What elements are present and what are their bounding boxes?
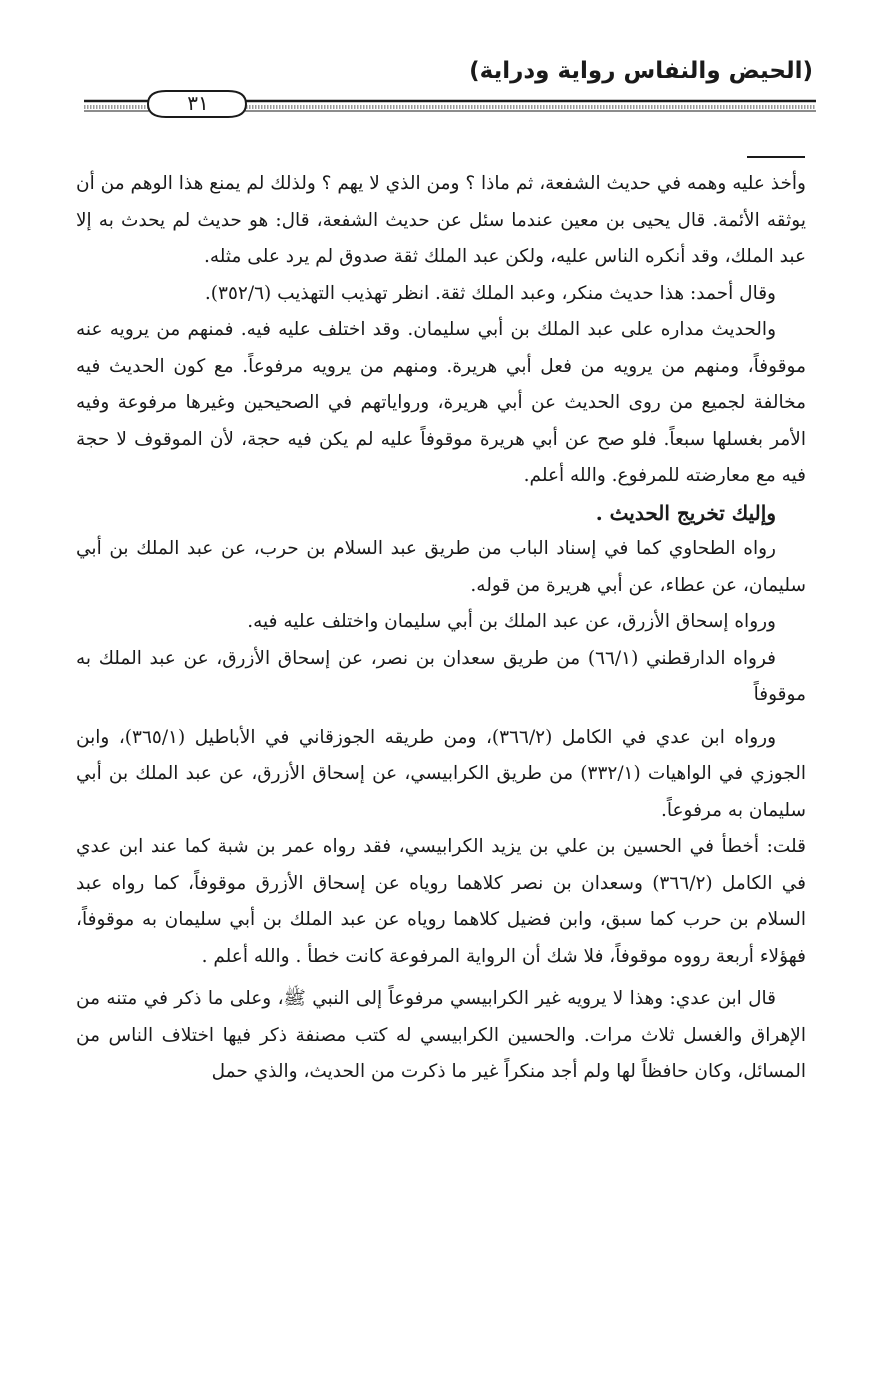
page-number: ٣١ — [187, 91, 209, 115]
paragraph-4: رواه الطحاوي كما في إسناد الباب من طريق عبد السلام بن حرب، عن عبد الملك بن أبي سليمان، عن عطاء، عن أبي هريرة من قوله. — [76, 538, 806, 596]
paragraph-9: قال ابن عدي: وهذا لا يرويه غير الكرابيسي مرفوعاً إلى النبي ﷺ، وعلى ما ذكر في متنه من الإهراق والغسل ثلاث مرات. والحسين الكرابيسي له كتب مصنفة ذكر فيها اختلاف الناس من المسائل، وكان حافظاً لها ولم أجد منكراً غير ما ذكرت من الحديث، والذي حمل — [76, 988, 806, 1082]
paragraph-7: ورواه ابن عدي في الكامل (٣٦٦/٢)، ومن طريقه الجوزقاني في الأباطيل (٣٦٥/١)، وابن الجوزي في الواهيات (٣٣٢/١) من طريق الكرابيسي، عن إسحاق الأزرق، عن عبد الملك بن أبي سليمان به مرفوعاً. — [76, 726, 806, 821]
body-text — [76, 166, 806, 1091]
paragraph-3: والحديث مداره على عبد الملك بن أبي سليمان. وقد اختلف عليه فيه. فمنهم من يرويه عنه موقوفاً، ومنهم من يرويه من فعل أبي هريرة. ومنهم من يرويه مرفوعاً. مع كون الحديث فيه مخالفة لجميع من روى الحديث عن أبي هريرة، ورواياتهم في الصحيحين وغيرها مرفوعة وفيه الأمر بغسلها سبعاً. فلو صح عن أبي هريرة موقوفاً عليه لم يكن فيه حجة، لأن الموقوف لا حجة فيه مع معارضته للمرفوع. والله أعلم. — [76, 319, 806, 486]
paragraph-2: وقال أحمد: هذا حديث منكر، وعبد الملك ثقة. انظر تهذيب التهذيب (٣٥٢/٦). — [204, 282, 776, 304]
header-rule — [84, 88, 816, 122]
paragraph-6: فرواه الدارقطني (٦٦/١) من طريق سعدان بن نصر، عن إسحاق الأزرق، عن عبد الملك به موقوفاً — [76, 647, 806, 705]
running-header-title: (الحيض والنفاس رواية ودراية) — [469, 58, 813, 84]
footnote-rule — [747, 156, 805, 158]
paragraph-8: قلت: أخطأ في الحسين بن علي بن يزيد الكرابيسي، فقد رواه عمر بن شبة كما عند ابن عدي في الكامل (٣٦٦/٢) وسعدان بن نصر كلاهما روياه عن إسحاق الأزرق موقوفاً، كما رواه عبد السلام بن حرب كما سبق، وابن فضيل كلاهما روياه عن عبد الملك بن أبي سليمان به موقوفاً، فهؤلاء أربعة رووه موقوفاً، فلا شك أن الرواية المرفوعة كانت خطأ . والله أعلم . — [76, 836, 807, 967]
paragraph-1: وأخذ عليه وهمه في حديث الشفعة، ثم ماذا ؟ ومن الذي لا يهم ؟ ولذلك لم يمنع هذا الوهم من أن يوثقه الأئمة. قال يحيى بن معين عندما سئل عن حديث الشفعة، قال: هو حديث لم يحدث به إلا عبد الملك، وقد أنكره الناس عليه، ولكن عبد الملك ثقة صدوق لم يرد على مثله. — [76, 173, 806, 267]
section-heading: وإليك تخريج الحديث . — [595, 500, 776, 525]
paragraph-5: ورواه إسحاق الأزرق، عن عبد الملك بن أبي سليمان واختلف عليه فيه. — [247, 611, 776, 632]
